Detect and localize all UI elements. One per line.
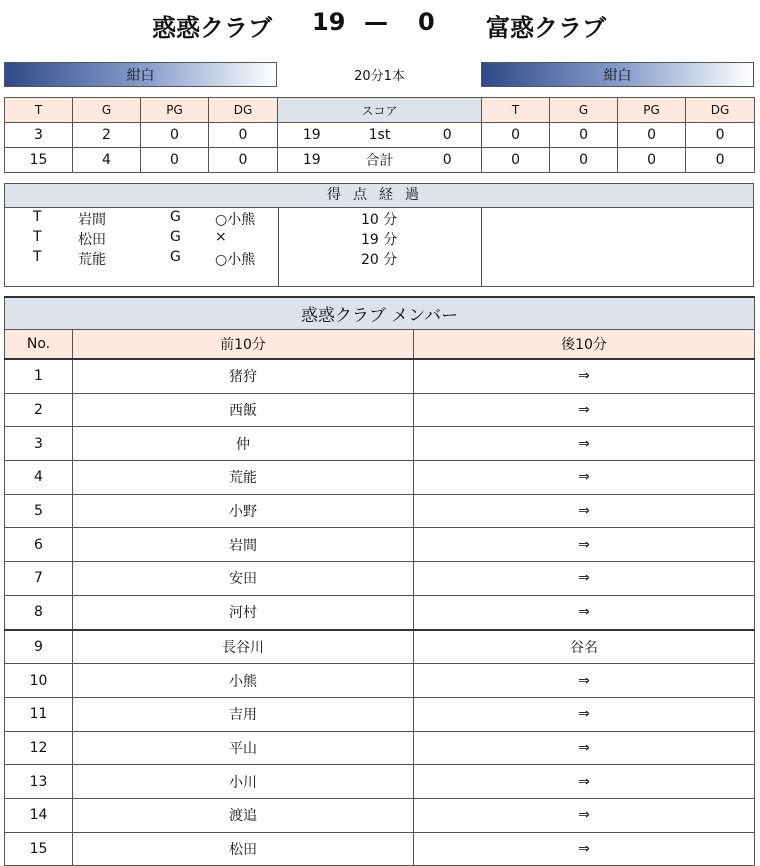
- away-dg: 0: [686, 123, 755, 148]
- away-col-dg: DG: [686, 98, 755, 123]
- home-g: 2: [73, 123, 141, 148]
- away-t: 0: [482, 148, 550, 173]
- member-row: [5, 630, 755, 664]
- away-team-name: 富惑クラブ: [486, 14, 606, 42]
- score-type: T: [33, 209, 42, 225]
- second-half-player: ⇒: [414, 393, 755, 427]
- score-col-label: スコア: [278, 98, 482, 123]
- log-divider-right: [481, 208, 482, 287]
- second-half-player: ⇒: [414, 562, 755, 596]
- away-col-t: T: [482, 98, 550, 123]
- away-g: 0: [550, 123, 618, 148]
- home-colors-box: [4, 62, 277, 87]
- second-half-player: ⇒: [414, 832, 755, 866]
- first-half-player: 荒能: [73, 461, 414, 495]
- home-t: 15: [5, 148, 73, 173]
- away-pg: 0: [618, 123, 686, 148]
- score-row-1st: [5, 123, 755, 148]
- score-row-total: [5, 148, 755, 173]
- first-half-player: 仲: [73, 427, 414, 461]
- member-row: [5, 393, 755, 427]
- first-half-player: 岩間: [73, 528, 414, 562]
- home-score: 19: [312, 8, 346, 36]
- home-points: 19: [278, 148, 346, 173]
- score-time: 19 分: [361, 232, 398, 248]
- kicker: ○小熊: [215, 252, 256, 268]
- away-col-pg: PG: [618, 98, 686, 123]
- match-title: [0, 0, 760, 48]
- home-pg: 0: [141, 148, 209, 173]
- away-points: 0: [414, 148, 482, 173]
- first-half-player: 猪狩: [73, 359, 414, 393]
- member-table-title-row: [5, 297, 755, 330]
- member-row: [5, 528, 755, 562]
- home-col-g: G: [73, 98, 141, 123]
- member-table-title: 惑惑クラブ メンバー: [5, 297, 755, 330]
- second-half-player: ⇒: [414, 595, 755, 629]
- home-col-pg: PG: [141, 98, 209, 123]
- match-duration: 20分1本: [354, 69, 405, 84]
- first-half-player: 安田: [73, 562, 414, 596]
- member-table-header: [5, 330, 755, 360]
- member-row: [5, 595, 755, 629]
- player-number: 9: [5, 630, 73, 664]
- away-col-g: G: [550, 98, 618, 123]
- col-first-half: 前10分: [73, 330, 414, 360]
- member-row: [5, 798, 755, 832]
- member-row: [5, 832, 755, 866]
- scorer: 荒能: [78, 252, 106, 268]
- member-row: [5, 427, 755, 461]
- scoring-entry: [5, 249, 481, 269]
- player-number: 7: [5, 562, 73, 596]
- first-half-player: 平山: [73, 731, 414, 765]
- player-number: 1: [5, 359, 73, 393]
- home-colors: 紺白: [126, 67, 155, 84]
- scoring-log-title: 得点経過: [5, 184, 753, 208]
- period-label: 1st: [346, 123, 414, 148]
- scorer: 岩間: [78, 212, 106, 228]
- scoring-entry: [5, 229, 481, 249]
- score-time: 10 分: [361, 212, 398, 228]
- first-half-player: 長谷川: [73, 630, 414, 664]
- player-number: 13: [5, 765, 73, 799]
- first-half-player: 小川: [73, 765, 414, 799]
- member-rows: [5, 359, 755, 866]
- kicker: ○小熊: [215, 212, 256, 228]
- away-colors: 紺白: [603, 67, 632, 84]
- first-half-player: 吉用: [73, 697, 414, 731]
- first-half-player: 西飯: [73, 393, 414, 427]
- member-row: [5, 765, 755, 799]
- member-row: [5, 697, 755, 731]
- home-g: 4: [73, 148, 141, 173]
- first-half-player: 小野: [73, 494, 414, 528]
- second-half-player: 谷名: [414, 630, 755, 664]
- conversion-type: G: [170, 229, 181, 245]
- away-score: 0: [418, 8, 435, 36]
- away-dg: 0: [686, 148, 755, 173]
- home-dg: 0: [209, 123, 278, 148]
- kicker: ×: [215, 229, 227, 245]
- second-half-player: ⇒: [414, 494, 755, 528]
- home-pg: 0: [141, 123, 209, 148]
- second-half-player: ⇒: [414, 697, 755, 731]
- player-number: 11: [5, 697, 73, 731]
- member-row: [5, 562, 755, 596]
- player-number: 4: [5, 461, 73, 495]
- home-col-t: T: [5, 98, 73, 123]
- away-t: 0: [482, 123, 550, 148]
- member-table: [4, 296, 755, 866]
- away-points: 0: [414, 123, 482, 148]
- second-half-player: ⇒: [414, 461, 755, 495]
- first-half-player: 松田: [73, 832, 414, 866]
- scorer: 松田: [78, 232, 106, 248]
- scoring-entry: [5, 209, 481, 229]
- player-number: 3: [5, 427, 73, 461]
- away-pg: 0: [618, 148, 686, 173]
- player-number: 12: [5, 731, 73, 765]
- home-t: 3: [5, 123, 73, 148]
- score-type: T: [33, 229, 42, 245]
- away-colors-box: [481, 62, 754, 87]
- home-dg: 0: [209, 148, 278, 173]
- home-col-dg: DG: [209, 98, 278, 123]
- second-half-player: ⇒: [414, 664, 755, 698]
- score-dash: —: [364, 8, 388, 36]
- score-table-header: [5, 98, 755, 123]
- player-number: 8: [5, 595, 73, 629]
- score-type: T: [33, 249, 42, 265]
- conversion-type: G: [170, 249, 181, 265]
- col-second-half: 後10分: [414, 330, 755, 360]
- member-row: [5, 731, 755, 765]
- player-number: 5: [5, 494, 73, 528]
- score-table: [4, 97, 755, 173]
- first-half-player: 小熊: [73, 664, 414, 698]
- player-number: 10: [5, 664, 73, 698]
- first-half-player: 河村: [73, 595, 414, 629]
- col-number: No.: [5, 330, 73, 360]
- second-half-player: ⇒: [414, 798, 755, 832]
- player-number: 6: [5, 528, 73, 562]
- second-half-player: ⇒: [414, 359, 755, 393]
- home-points: 19: [278, 123, 346, 148]
- member-row: [5, 461, 755, 495]
- member-row: [5, 359, 755, 393]
- conversion-type: G: [170, 209, 181, 225]
- second-half-player: ⇒: [414, 528, 755, 562]
- second-half-player: ⇒: [414, 427, 755, 461]
- player-number: 14: [5, 798, 73, 832]
- score-time: 20 分: [361, 252, 398, 268]
- home-team-name: 惑惑クラブ: [152, 14, 272, 42]
- first-half-player: 渡追: [73, 798, 414, 832]
- member-row: [5, 494, 755, 528]
- away-g: 0: [550, 148, 618, 173]
- player-number: 15: [5, 832, 73, 866]
- period-label: 合計: [346, 148, 414, 173]
- member-row: [5, 664, 755, 698]
- second-half-player: ⇒: [414, 731, 755, 765]
- player-number: 2: [5, 393, 73, 427]
- scoring-log: [4, 183, 754, 287]
- second-half-player: ⇒: [414, 765, 755, 799]
- scoring-entries: [5, 209, 481, 269]
